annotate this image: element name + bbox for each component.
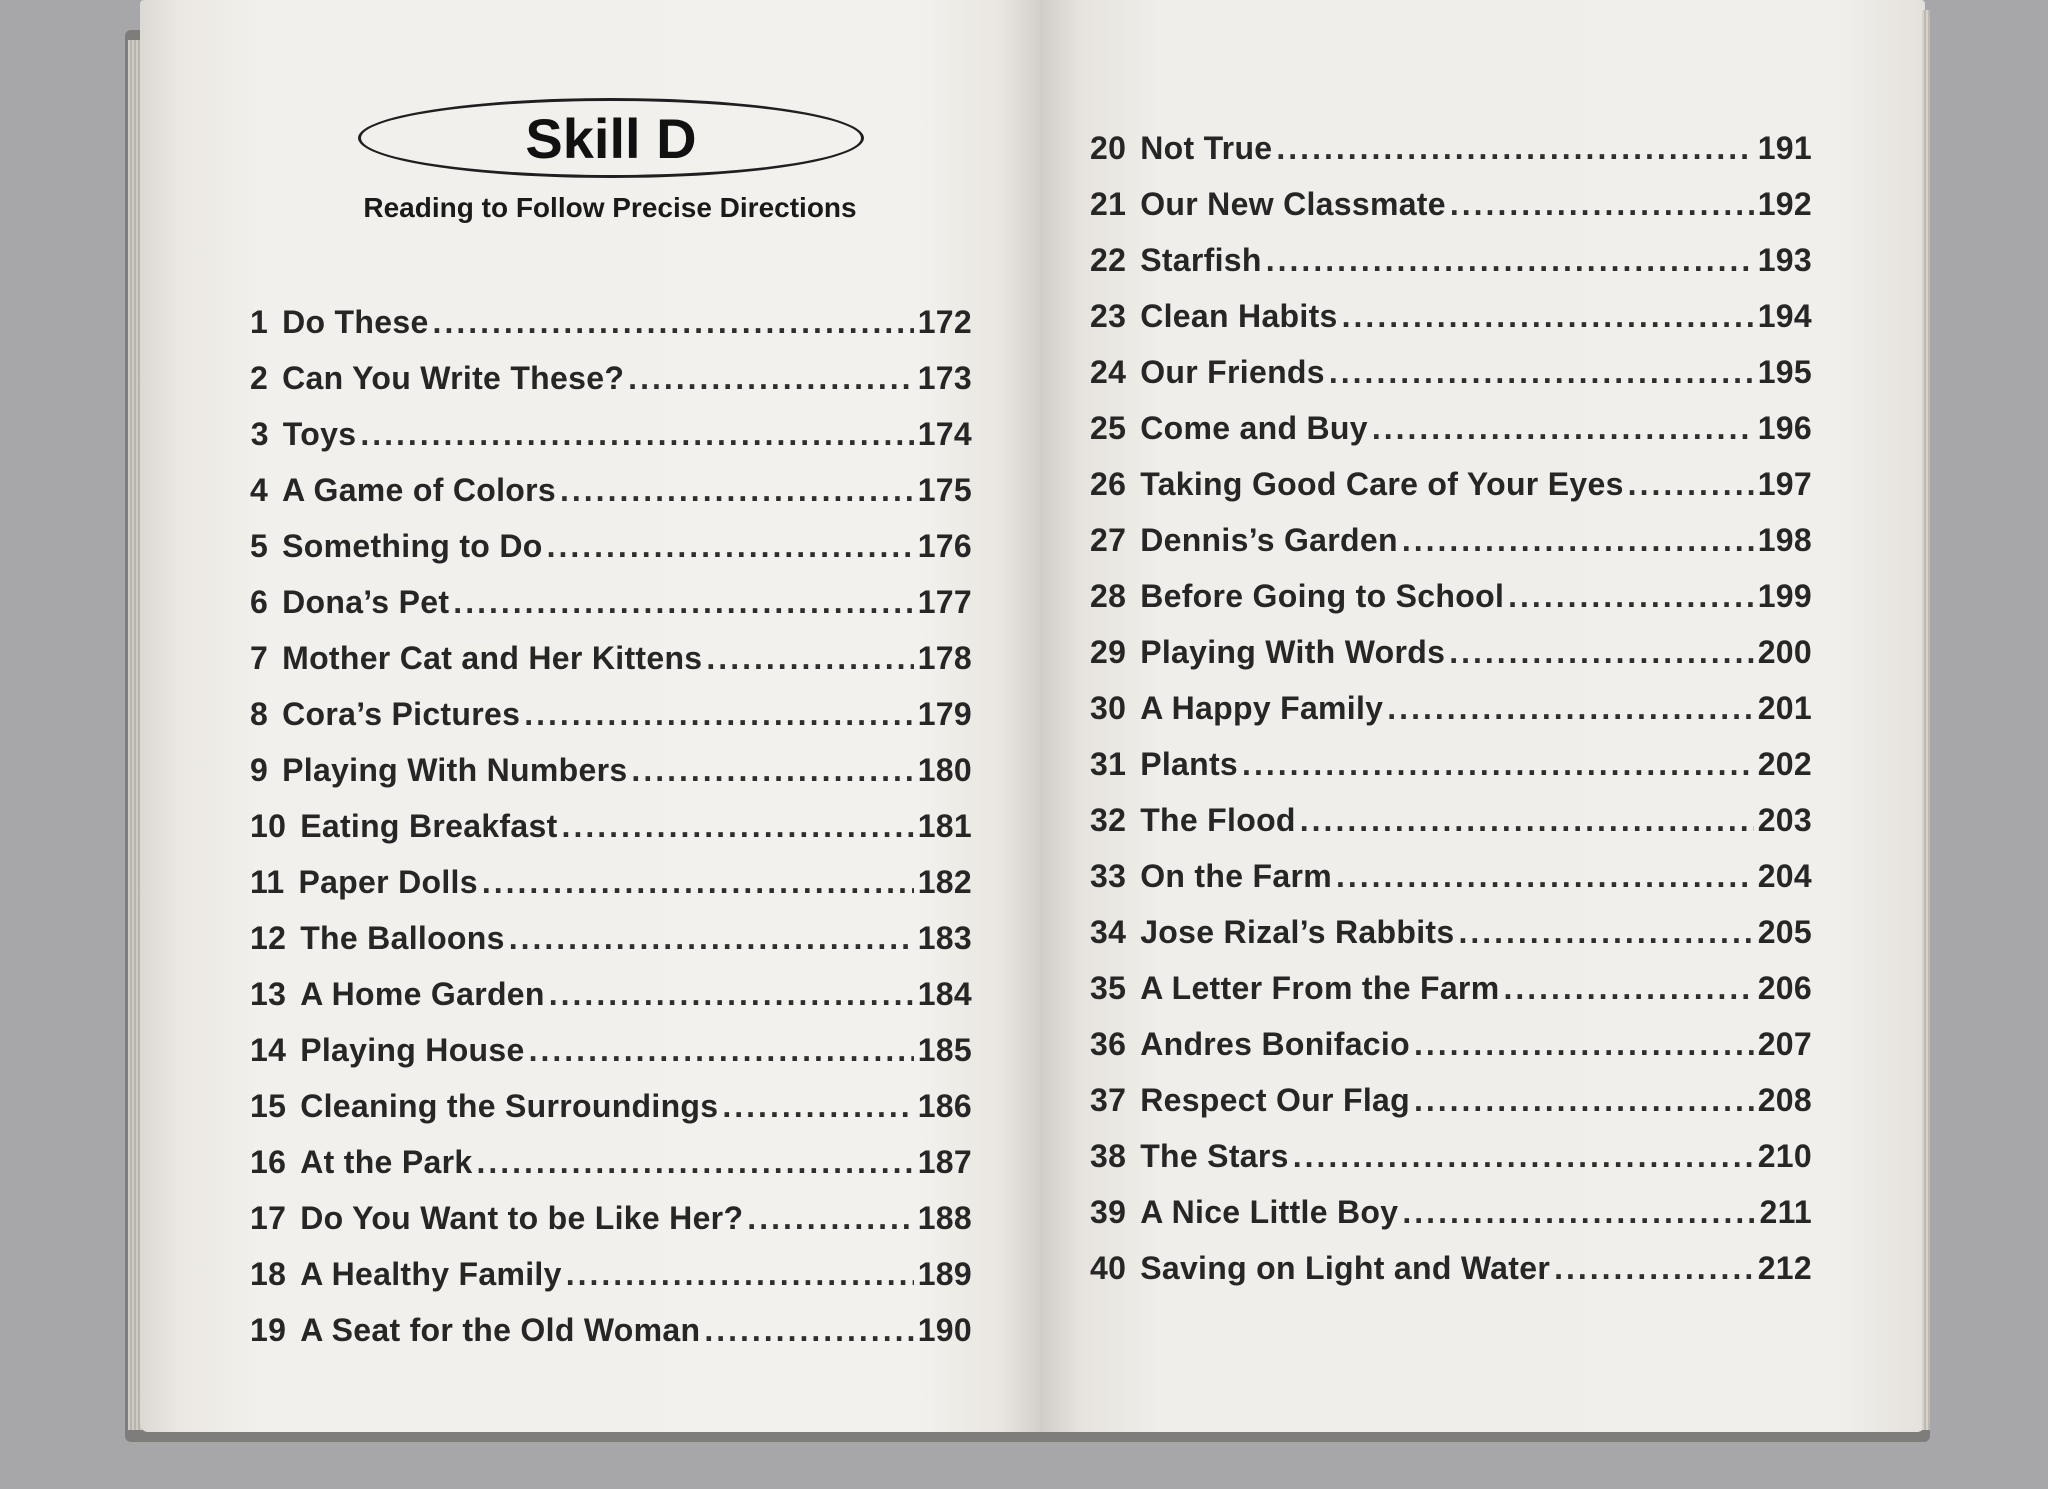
- toc-entry-title: A Healthy Family: [300, 1256, 562, 1292]
- toc-entry-number: 6: [250, 584, 269, 620]
- toc-entry-page: 205: [1757, 914, 1812, 950]
- toc-entry-number: 1: [250, 304, 269, 340]
- toc-entry-page: 179: [917, 696, 972, 732]
- toc-entry-page: 206: [1757, 970, 1812, 1006]
- toc-entry-page: 176: [917, 528, 972, 564]
- toc-entry-number: 11: [250, 864, 285, 900]
- toc-entry: [1090, 130, 1812, 167]
- toc-entry-title: Before Going to School: [1140, 578, 1505, 614]
- toc-entry-number: 23: [1090, 298, 1127, 334]
- toc-entry-page: 174: [917, 416, 972, 452]
- toc-entry-number: 12: [250, 920, 287, 956]
- toc-entry-title: Andres Bonifacio: [1140, 1026, 1410, 1062]
- toc-entry-title: Eating Breakfast: [300, 808, 558, 844]
- toc-entry: [250, 752, 972, 789]
- toc-entry-page: 186: [917, 1088, 972, 1124]
- toc-entry: [1090, 970, 1812, 1007]
- toc-entry-title: Our Friends: [1140, 354, 1325, 390]
- toc-entry: [1090, 1082, 1812, 1119]
- toc-entry-number: 18: [250, 1256, 287, 1292]
- toc-entry-title: Mother Cat and Her Kittens: [282, 640, 703, 676]
- toc-entry: [1090, 690, 1812, 727]
- toc-entry-number: 8: [250, 696, 269, 732]
- toc-entry-title: Do These: [282, 304, 429, 340]
- toc-entry-page: 182: [917, 864, 972, 900]
- toc-dot-leader: [1402, 1194, 1755, 1231]
- toc-dot-leader: [1329, 354, 1754, 391]
- toc-entry-title: Saving on Light and Water: [1140, 1250, 1551, 1286]
- toc-entry-title: Something to Do: [282, 528, 543, 564]
- toc-dot-leader: [524, 696, 914, 733]
- toc-entry-page: 192: [1757, 186, 1812, 222]
- toc-entry: [250, 696, 972, 733]
- toc-entry-title: Cora’s Pictures: [282, 696, 521, 732]
- toc-dot-leader: [704, 1312, 913, 1349]
- toc-entry: [1090, 746, 1812, 783]
- toc-entry-number: 16: [250, 1144, 287, 1180]
- toc-entry-page: 189: [917, 1256, 972, 1292]
- toc-entry: [250, 360, 972, 397]
- toc-entry-number: 26: [1090, 466, 1127, 502]
- toc-entry-title: A Nice Little Boy: [1140, 1194, 1399, 1230]
- toc-entry-page: 180: [917, 752, 972, 788]
- toc-entry-title: A Game of Colors: [282, 472, 556, 508]
- toc-entry: [1090, 242, 1812, 279]
- toc-entry: [250, 920, 972, 957]
- toc-dot-leader: [562, 808, 914, 845]
- toc-entry-page: 196: [1757, 410, 1812, 446]
- toc-entry: [1090, 634, 1812, 671]
- toc-entry-title: Playing With Words: [1140, 634, 1446, 670]
- toc-entry-number: 7: [250, 640, 269, 676]
- toc-entry: [250, 1200, 972, 1237]
- toc-entry-page: 178: [917, 640, 972, 676]
- toc-entry-title: Respect Our Flag: [1140, 1082, 1410, 1118]
- toc-entry-title: A Seat for the Old Woman: [300, 1312, 701, 1348]
- toc-entry-number: 17: [250, 1200, 287, 1236]
- toc-dot-leader: [706, 640, 913, 677]
- toc-entry-title: Not True: [1140, 130, 1273, 166]
- toc-entry-page: 194: [1757, 298, 1812, 334]
- toc-entry-number: 4: [250, 472, 269, 508]
- toc-dot-leader: [1266, 242, 1754, 279]
- toc-entry: [1090, 410, 1812, 447]
- toc-entry: [1090, 298, 1812, 335]
- toc-entry-number: 3: [250, 416, 269, 452]
- toc-entry-title: Playing House: [300, 1032, 525, 1068]
- toc-entry-title: On the Farm: [1140, 858, 1332, 894]
- toc-dot-leader: [476, 1144, 913, 1181]
- toc-entry: [250, 640, 972, 677]
- toc-dot-leader: [549, 976, 914, 1013]
- toc-entry-title: Jose Rizal’s Rabbits: [1140, 914, 1455, 950]
- toc-entry: [250, 976, 972, 1013]
- toc-entry: [1090, 354, 1812, 391]
- toc-entry-page: 191: [1757, 130, 1812, 166]
- toc-entry-number: 24: [1090, 354, 1127, 390]
- toc-entry-title: A Home Garden: [300, 976, 545, 1012]
- toc-entry-page: 201: [1757, 690, 1812, 726]
- toc-entry-page: 177: [917, 584, 972, 620]
- toc-dot-leader: [1414, 1026, 1754, 1063]
- toc-entry-page: 210: [1757, 1138, 1812, 1174]
- toc-entry-page: 175: [917, 472, 972, 508]
- toc-dot-leader: [722, 1088, 913, 1125]
- toc-entry-page: 208: [1757, 1082, 1812, 1118]
- toc-dot-leader: [1242, 746, 1754, 783]
- toc-entry-number: 35: [1090, 970, 1127, 1006]
- toc-entry-page: 202: [1757, 746, 1812, 782]
- toc-entry-title: A Letter From the Farm: [1140, 970, 1500, 1006]
- toc-entry: [250, 304, 972, 341]
- toc-entry-page: 173: [917, 360, 972, 396]
- toc-entry-title: Our New Classmate: [1140, 186, 1446, 222]
- toc-entry-number: 27: [1090, 522, 1127, 558]
- toc-entry-page: 190: [917, 1312, 972, 1348]
- toc-dot-leader: [1628, 466, 1754, 503]
- toc-entry-number: 25: [1090, 410, 1127, 446]
- toc-entry: [250, 416, 972, 453]
- toc-dot-leader: [1336, 858, 1754, 895]
- toc-entry-page: 188: [917, 1200, 972, 1236]
- toc-entry-title: Taking Good Care of Your Eyes: [1140, 466, 1624, 502]
- toc-entry-number: 14: [250, 1032, 287, 1068]
- toc-dot-leader: [453, 584, 913, 621]
- toc-entry: [250, 528, 972, 565]
- toc-entry-number: 15: [250, 1088, 287, 1124]
- toc-dot-leader: [1414, 1082, 1754, 1119]
- toc-entry-number: 2: [250, 360, 269, 396]
- page-stack-edge-right: [1922, 10, 1930, 1430]
- toc-dot-leader: [1387, 690, 1753, 727]
- toc-dot-leader: [1293, 1138, 1754, 1175]
- toc-dot-leader: [1276, 130, 1753, 167]
- toc-entry-number: 10: [250, 808, 287, 844]
- toc-entry-title: Clean Habits: [1140, 298, 1338, 334]
- toc-entry: [250, 1088, 972, 1125]
- toc-entry-page: 183: [917, 920, 972, 956]
- toc-dot-leader: [1458, 914, 1753, 951]
- toc-entry: [250, 864, 972, 901]
- toc-entry-number: 39: [1090, 1194, 1127, 1230]
- skill-title: Skill D: [525, 106, 697, 170]
- toc-entry-number: 34: [1090, 914, 1127, 950]
- toc-entry: [1090, 466, 1812, 503]
- toc-entry-page: 199: [1757, 578, 1812, 614]
- toc-entry-page: 198: [1757, 522, 1812, 558]
- toc-dot-leader: [529, 1032, 914, 1069]
- toc-entry-title: The Balloons: [300, 920, 505, 956]
- toc-entry-number: 37: [1090, 1082, 1127, 1118]
- toc-entry: [1090, 1138, 1812, 1175]
- toc-entry-page: 212: [1757, 1250, 1812, 1286]
- toc-dot-leader: [360, 416, 913, 453]
- toc-entry-number: 20: [1090, 130, 1127, 166]
- toc-dot-leader: [1554, 1250, 1754, 1287]
- toc-entry-page: 181: [917, 808, 972, 844]
- toc-entry-page: 195: [1757, 354, 1812, 390]
- toc-entry-page: 200: [1757, 634, 1812, 670]
- toc-entry-number: 19: [250, 1312, 287, 1348]
- toc-dot-leader: [1508, 578, 1754, 615]
- toc-entry-page: 193: [1757, 242, 1812, 278]
- toc-entry-page: 172: [917, 304, 972, 340]
- toc-entry-number: 32: [1090, 802, 1127, 838]
- toc-dot-leader: [482, 864, 914, 901]
- toc-entry-number: 36: [1090, 1026, 1127, 1062]
- toc-entry: [250, 1312, 972, 1349]
- toc-entry-page: 184: [917, 976, 972, 1012]
- toc-entry: [1090, 802, 1812, 839]
- toc-entry-title: The Stars: [1140, 1138, 1289, 1174]
- toc-entry-title: Can You Write These?: [282, 360, 625, 396]
- toc-entry: [250, 472, 972, 509]
- toc-entry-number: 38: [1090, 1138, 1127, 1174]
- toc-entry-title: The Flood: [1140, 802, 1296, 838]
- toc-dot-leader: [1402, 522, 1754, 559]
- toc-entry: [250, 1144, 972, 1181]
- toc-dot-leader: [1372, 410, 1754, 447]
- toc-entry-title: Dennis’s Garden: [1140, 522, 1398, 558]
- toc-entry-number: 40: [1090, 1250, 1127, 1286]
- toc-entry-number: 30: [1090, 690, 1127, 726]
- toc-entry: [1090, 914, 1812, 951]
- toc-entry: [1090, 858, 1812, 895]
- toc-entry: [1090, 1026, 1812, 1063]
- toc-entry-page: 211: [1759, 1194, 1812, 1230]
- toc-entry-page: 204: [1757, 858, 1812, 894]
- toc-entry: [250, 808, 972, 845]
- toc-dot-leader: [560, 472, 914, 509]
- toc-dot-leader: [433, 304, 914, 341]
- toc-entry-number: 5: [250, 528, 269, 564]
- toc-entry-title: Plants: [1140, 746, 1239, 782]
- toc-entry-title: Do You Want to be Like Her?: [300, 1200, 744, 1236]
- toc-entry: [250, 1256, 972, 1293]
- toc-entry-number: 9: [250, 752, 269, 788]
- toc-dot-leader: [1342, 298, 1754, 335]
- toc-entry: [1090, 1250, 1812, 1287]
- toc-entry-title: A Happy Family: [1140, 690, 1384, 726]
- toc-dot-leader: [1300, 802, 1754, 839]
- toc-entry: [1090, 1194, 1812, 1231]
- toc-entry-title: At the Park: [300, 1144, 473, 1180]
- toc-entry-number: 33: [1090, 858, 1127, 894]
- toc-entry-page: 207: [1757, 1026, 1812, 1062]
- toc-entry-title: Cleaning the Surroundings: [300, 1088, 719, 1124]
- toc-entry-number: 22: [1090, 242, 1127, 278]
- toc-entry-title: Paper Dolls: [298, 864, 478, 900]
- toc-entry-title: Come and Buy: [1140, 410, 1368, 446]
- toc-entry-number: 31: [1090, 746, 1127, 782]
- toc-entry-title: Toys: [282, 416, 357, 452]
- toc-dot-leader: [1450, 186, 1754, 223]
- toc-dot-leader: [566, 1256, 914, 1293]
- toc-entry: [1090, 578, 1812, 615]
- toc-dot-leader: [747, 1200, 913, 1237]
- toc-entry-number: 28: [1090, 578, 1127, 614]
- toc-entry-number: 13: [250, 976, 287, 1012]
- toc-dot-leader: [631, 752, 913, 789]
- toc-dot-leader: [628, 360, 914, 397]
- skill-subtitle: Reading to Follow Precise Directions: [363, 192, 857, 223]
- toc-entry-page: 203: [1757, 802, 1812, 838]
- toc-entry-page: 197: [1757, 466, 1812, 502]
- toc-entry: [1090, 522, 1812, 559]
- toc-entry-title: Starfish: [1140, 242, 1262, 278]
- toc-dot-leader: [1503, 970, 1753, 1007]
- toc-dot-leader: [509, 920, 914, 957]
- toc-entry-title: Playing With Numbers: [282, 752, 628, 788]
- toc-dot-leader: [1449, 634, 1754, 671]
- toc-entry: [250, 1032, 972, 1069]
- toc-dot-leader: [547, 528, 914, 565]
- toc-entry: [1090, 186, 1812, 223]
- toc-entry-page: 187: [917, 1144, 972, 1180]
- toc-entry-number: 21: [1090, 186, 1127, 222]
- toc-entry-page: 185: [917, 1032, 972, 1068]
- toc-entry-title: Dona’s Pet: [282, 584, 450, 620]
- toc-entry: [250, 584, 972, 621]
- toc-entry-number: 29: [1090, 634, 1127, 670]
